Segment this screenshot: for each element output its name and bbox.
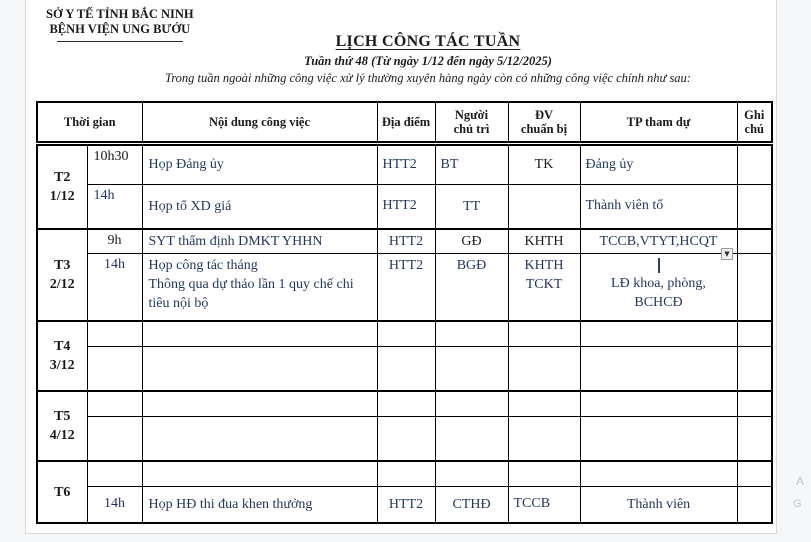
work-cell [142, 416, 377, 461]
place-cell: HTT2 [377, 184, 435, 229]
prep-cell [508, 321, 580, 346]
place-cell: HTT2 [377, 253, 435, 321]
place-cell [377, 461, 435, 486]
prep-cell: KHTH [508, 229, 580, 253]
time-cell: 14h [87, 184, 142, 229]
prep-cell [508, 346, 580, 391]
place-cell [377, 346, 435, 391]
week-subtitle: Tuần thứ 48 (Từ ngày 1/12 đến ngày 5/12/2025) [304, 54, 552, 68]
header-row [37, 102, 772, 142]
time-cell [87, 346, 142, 391]
watermark-fragment-g: G [793, 498, 802, 510]
text-cursor [658, 258, 660, 273]
note-cell [737, 184, 772, 229]
col-header-attend: TP tham dự [580, 102, 737, 142]
attend-cell [580, 391, 737, 416]
dropdown-arrow-icon: ▼ [724, 250, 730, 258]
schedule-header-table [36, 101, 773, 143]
attend-cell [580, 416, 737, 461]
work-cell: Họp tổ XD giá [142, 184, 377, 229]
note-cell [737, 486, 772, 523]
day-cell: T3 2/12 [37, 229, 87, 321]
time-cell: 9h [87, 229, 142, 253]
chair-cell: BGĐ [435, 253, 508, 321]
work-cell [142, 346, 377, 391]
attend-cell: Thành viên [580, 486, 737, 523]
prep-cell: TK [508, 145, 580, 184]
attend-cell: TCCB,VTYT,HCQT [580, 229, 737, 253]
time-cell: 14h [87, 253, 142, 321]
chair-cell [435, 416, 508, 461]
chair-cell: GĐ [435, 229, 508, 253]
day-cell: T2 1/12 [37, 145, 87, 229]
time-cell [87, 391, 142, 416]
attend-cell [580, 321, 737, 346]
chair-cell [435, 321, 508, 346]
col-header-chair: Người chủ trì [435, 102, 508, 142]
cell-dropdown-button[interactable] [721, 248, 733, 260]
document-heading [86, 33, 770, 86]
chair-cell [435, 391, 508, 416]
watermark-fragment-a: A [796, 474, 805, 488]
attend-cell: LĐ khoa, phòng, BCHCĐ [580, 253, 737, 321]
time-cell: 14h [87, 486, 142, 523]
day-cell: T4 3/12 [37, 321, 87, 391]
time-cell [87, 416, 142, 461]
table-row [37, 184, 772, 229]
note-cell [737, 253, 772, 321]
time-cell: 10h30 [87, 145, 142, 184]
prep-cell: KHTH TCKT [508, 253, 580, 321]
note-cell [737, 416, 772, 461]
prep-cell [508, 391, 580, 416]
work-cell: Họp công tác tháng Thông qua dự thảo lần 1 quy chế chi tiêu nội bộ [142, 253, 377, 321]
chair-cell: BT [435, 145, 508, 184]
table-row [37, 321, 772, 346]
chair-cell: TT [435, 184, 508, 229]
table-row [37, 253, 772, 321]
attend-cell [580, 461, 737, 486]
table-row [37, 461, 772, 486]
note-cell [737, 391, 772, 416]
org-name-line2: BỆNH VIỆN UNG BƯỚU [49, 22, 191, 36]
prep-cell [508, 416, 580, 461]
prep-cell [508, 184, 580, 229]
place-cell: HTT2 [377, 229, 435, 253]
place-cell [377, 416, 435, 461]
place-cell: HTT2 [377, 486, 435, 523]
schedule-body-table [36, 144, 773, 524]
place-cell [377, 321, 435, 346]
col-header-work: Nội dung công việc [142, 102, 377, 142]
place-cell [377, 391, 435, 416]
table-row [37, 346, 772, 391]
work-cell: Họp Đảng ủy [142, 145, 377, 184]
col-header-note: Ghi chú [737, 102, 772, 142]
note-cell [737, 461, 772, 486]
document-page [25, 0, 777, 534]
intro-text: Trong tuần ngoài những công việc xử lý thường xuyên hàng ngày còn có những công việc chính như sau: [165, 71, 691, 85]
table-row [37, 229, 772, 253]
work-cell [142, 461, 377, 486]
table-row [37, 391, 772, 416]
note-cell [737, 346, 772, 391]
col-header-place: Địa điểm [377, 102, 435, 142]
chair-cell: CTHĐ [435, 486, 508, 523]
work-cell [142, 391, 377, 416]
time-cell [87, 321, 142, 346]
attend-cell: Thành viên tổ [580, 184, 737, 229]
prep-cell [508, 461, 580, 486]
attend-cell: Đảng ủy [580, 145, 737, 184]
page-title: LỊCH CÔNG TÁC TUẦN [335, 33, 521, 50]
work-cell [142, 321, 377, 346]
day-cell: T6 [37, 461, 87, 523]
table-row [37, 416, 772, 461]
table-row [37, 145, 772, 184]
col-header-prep: ĐV chuẩn bị [508, 102, 580, 142]
note-cell [737, 321, 772, 346]
org-name-line1: SỞ Y TẾ TỈNH BẮC NINH [46, 7, 194, 21]
day-cell: T5 4/12 [37, 391, 87, 461]
chair-cell [435, 461, 508, 486]
time-cell [87, 461, 142, 486]
place-cell: HTT2 [377, 145, 435, 184]
work-cell: SYT thẩm định DMKT YHHN [142, 229, 377, 253]
attend-cell [580, 346, 737, 391]
table-row [37, 486, 772, 523]
chair-cell [435, 346, 508, 391]
note-cell [737, 145, 772, 184]
prep-cell: TCCB [508, 486, 580, 523]
work-cell: Họp HĐ thi đua khen thưởng [142, 486, 377, 523]
note-cell [737, 229, 772, 253]
col-header-time: Thời gian [37, 102, 142, 142]
